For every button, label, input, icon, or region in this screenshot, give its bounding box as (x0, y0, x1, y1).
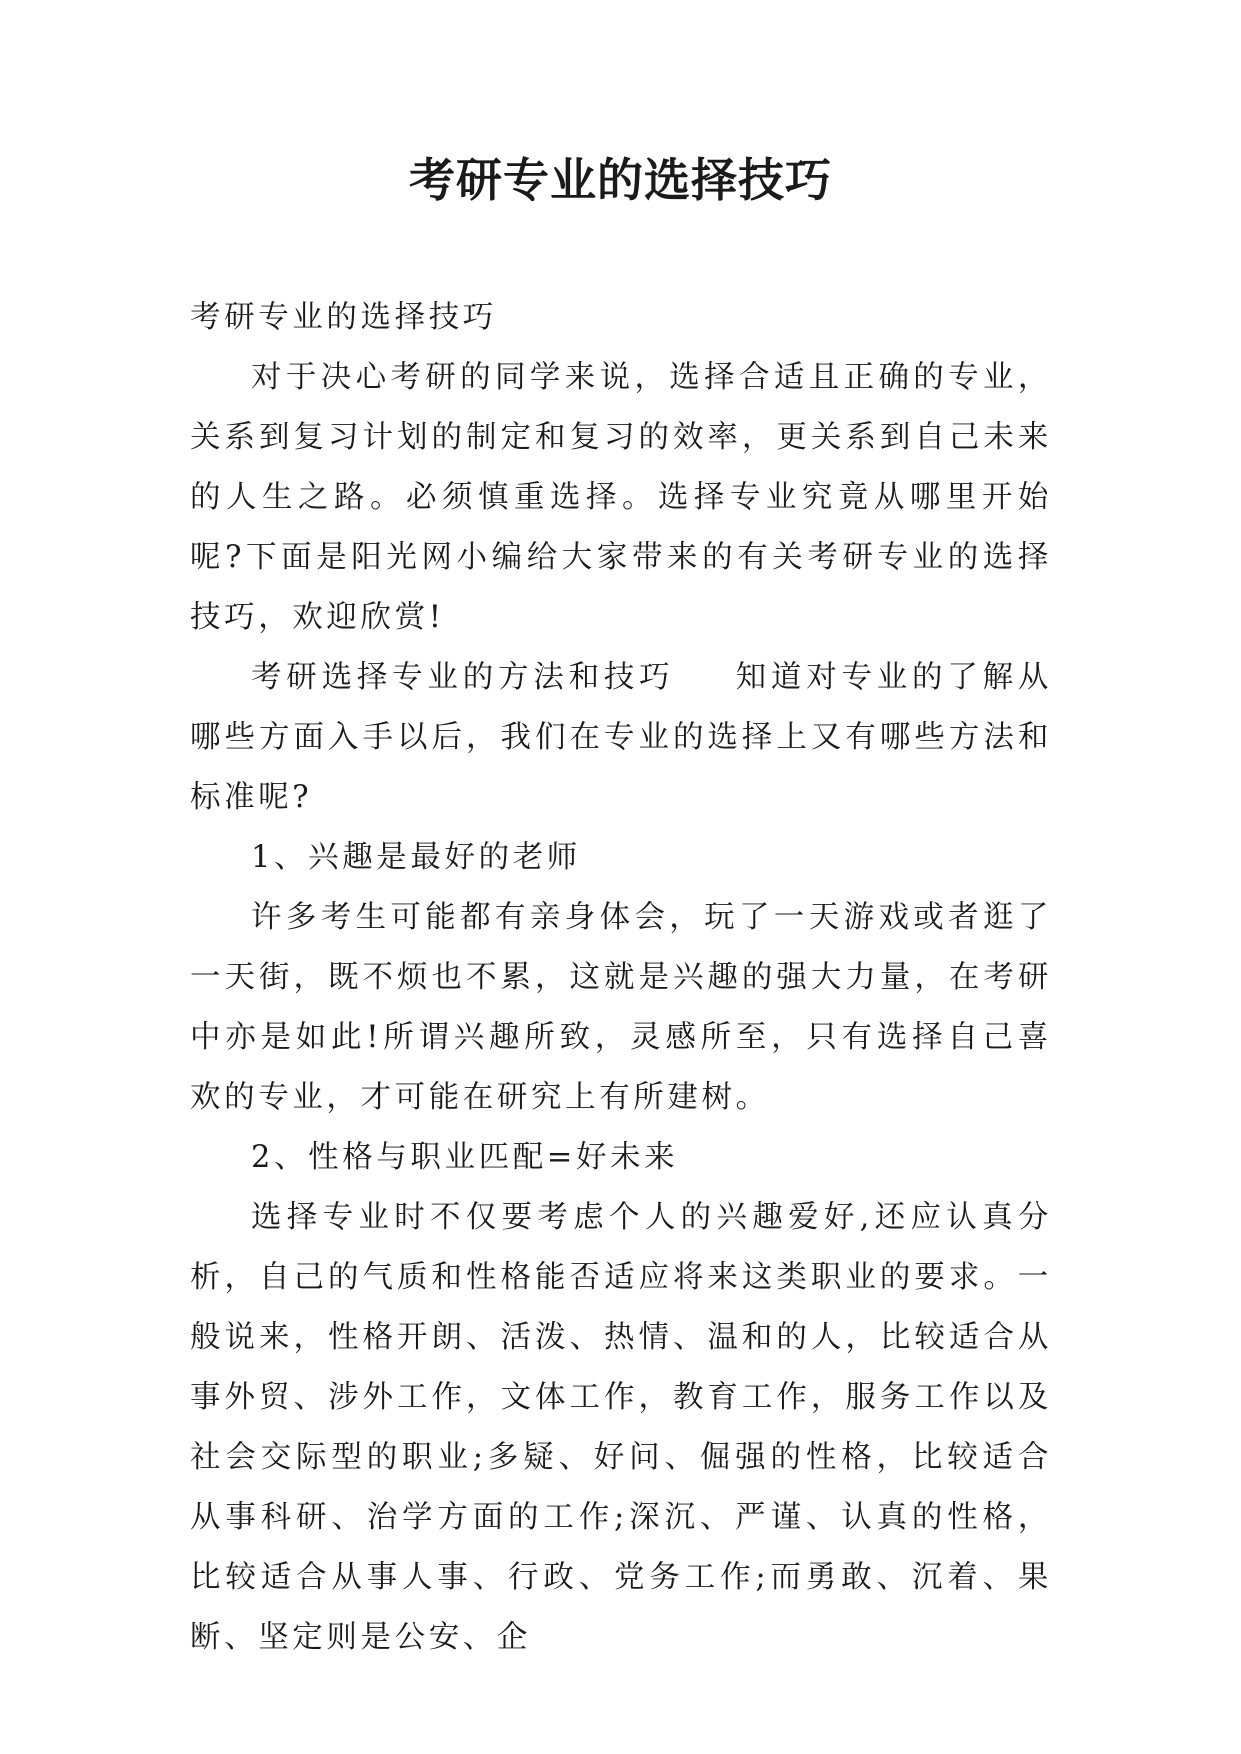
point-2-paragraph: 选择专业时不仅要考虑个人的兴趣爱好,还应认真分析，自己的气质和性格能否适应将来这类职业的要求。一般说来，性格开朗、活泼、热情、温和的人，比较适合从事外贸、涉外工作，文体工作，教育工作，服务工作以及社会交际型的职业;多疑、好问、倔强的性格，比较适合从事科研、治学方面的工作;深沉、严谨、认真的性格，比较适合从事人事、行政、党务工作;而勇敢、沉着、果断、坚定则是公安、企 (190, 1200, 1052, 1655)
section-heading: 考研选择专业的方法和技巧 (251, 660, 675, 695)
section-paragraph (190, 648, 1052, 828)
intro-paragraph: 对于决心考研的同学来说，选择合适且正确的专业，关系到复习计划的制定和复习的效率，更关系到自己未来的人生之路。必须慎重选择。选择专业究竟从哪里开始呢?下面是阳光网小编给大家带来的有关考研专业的选择技巧，欢迎欣赏! (190, 360, 1052, 635)
document-body (190, 288, 1052, 1668)
point-1-paragraph: 许多考生可能都有亲身体会，玩了一天游戏或者逛了一天街，既不烦也不累，这就是兴趣的强大力量，在考研中亦是如此!所谓兴趣所致，灵感所至，只有选择自己喜欢的专业，才可能在研究上有所建树。 (190, 900, 1052, 1115)
document-subtitle: 考研专业的选择技巧 (190, 300, 497, 335)
point-1-heading: 1、兴趣是最好的老师 (251, 840, 581, 875)
section-intro: 知道对专业的了解从哪些方面入手以后，我们在专业的选择上又有哪些方法和标准呢? (190, 660, 1053, 815)
document-title: 考研专业的选择技巧 (409, 153, 832, 207)
point-2-heading: 2、性格与职业匹配=好未来 (251, 1140, 679, 1175)
